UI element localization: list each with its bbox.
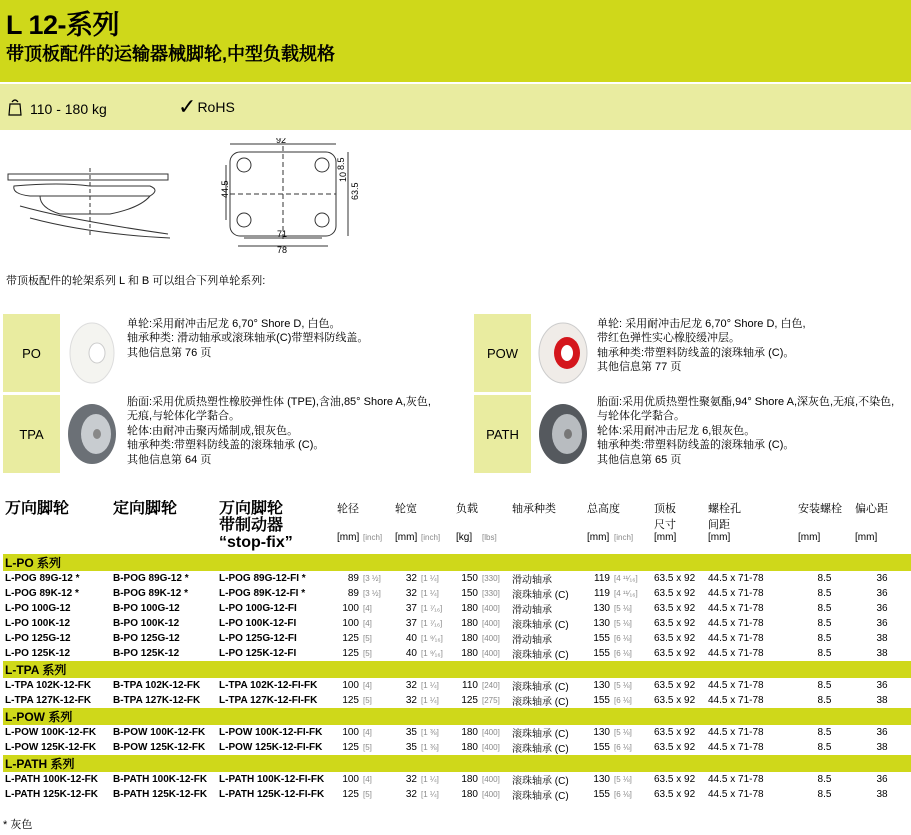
- table-cell: 63.5 x 92: [654, 774, 696, 785]
- table-cell: [1 ⁷⁄₁₆]: [421, 604, 443, 613]
- footnote: * 灰色: [3, 819, 33, 831]
- table-cell: [400]: [482, 728, 500, 737]
- series-label: L-PATH 系列: [3, 755, 911, 772]
- table-cell: 36: [876, 680, 888, 691]
- table-cell: 125: [342, 633, 359, 644]
- technical-drawing: [0, 138, 380, 258]
- wheel-code-tpa: TPA: [3, 395, 60, 473]
- table-cell: 44.5 x 71-78: [708, 588, 764, 599]
- wheel-code-pow: POW: [474, 314, 531, 392]
- table-cell: 38: [876, 695, 888, 706]
- desc-line: 胎面:采用优质热塑性聚氨酯,94° Shore A,深灰色,无痕,不染色,: [597, 396, 895, 408]
- desc-line: 轴承种类:带塑料防线盖的滚珠轴承 (C)。: [597, 346, 795, 359]
- intro-text: 带顶板配件的轮架系列 L 和 B 可以组合下列单轮系列:: [6, 275, 266, 287]
- table-cell: [4]: [363, 775, 372, 784]
- desc-line: 无痕,与轮体化学黏合。: [127, 410, 241, 423]
- table-cell: 89: [347, 588, 359, 599]
- table-cell: 36: [876, 774, 888, 785]
- product-code-cell: L-TPA 127K-12-FK: [5, 695, 92, 706]
- table-cell: [5]: [363, 743, 372, 752]
- header-height: 总高度: [587, 503, 620, 515]
- table-cell: 32: [405, 573, 417, 584]
- desc-line: 轮体:由耐冲击聚丙烯制成,银灰色。: [127, 424, 299, 437]
- unit-inch: [inch]: [614, 533, 634, 542]
- table-cell: [3 ½]: [363, 574, 381, 583]
- dim-outer: 78: [277, 245, 288, 255]
- table-cell: 150: [461, 588, 478, 599]
- table-cell: 8.5: [817, 573, 832, 584]
- wheel-image-po: [62, 314, 122, 392]
- table-cell: 32: [405, 588, 417, 599]
- table-cell: [1 ¼]: [421, 681, 439, 690]
- table-cell: 63.5 x 92: [654, 789, 696, 800]
- desc-line: 其他信息第 64 页: [127, 453, 212, 466]
- table-cell: 38: [876, 789, 888, 800]
- table-row: [3, 725, 911, 740]
- product-code-cell: B-PO 125G-12: [113, 633, 180, 644]
- table-cell: [400]: [482, 790, 500, 799]
- header-screw: 安装螺栓: [798, 503, 842, 515]
- product-code-cell: B-PATH 100K-12-FK: [113, 774, 208, 785]
- table-row: [3, 772, 911, 787]
- header-load: 负载: [456, 503, 478, 515]
- product-code-cell: L-POG 89G-12 *: [5, 573, 80, 584]
- table-cell: 44.5 x 71-78: [708, 648, 764, 659]
- desc-line: 单轮:采用耐冲击尼龙 6,70° Shore D, 白色。: [127, 318, 341, 330]
- table-cell: 63.5 x 92: [654, 618, 696, 629]
- product-code-cell: B-PO 100K-12: [113, 618, 180, 629]
- table-cell: 89: [347, 573, 359, 584]
- table-cell: 38: [876, 648, 888, 659]
- wheel-code-path: PATH: [474, 395, 531, 473]
- table-cell: [1 ⁹⁄₁₆]: [421, 649, 443, 658]
- table-cell: 180: [461, 618, 478, 629]
- table-cell: 125: [461, 695, 478, 706]
- table-cell: 8.5: [817, 603, 832, 614]
- desc-line: 与轮体化学黏合。: [597, 410, 685, 423]
- desc-line: 胎面:采用优质热塑性橡胶弹性体 (TPE),含油,85° Shore A,灰色,: [127, 396, 431, 408]
- product-code-cell: L-PO 100G-12-FI: [219, 603, 297, 614]
- table-cell: 滚珠轴承 (C): [512, 791, 569, 802]
- table-cell: [1 ¼]: [421, 589, 439, 598]
- table-cell: 8.5: [817, 695, 832, 706]
- table-cell: 38: [876, 633, 888, 644]
- unit-lbs: [lbs]: [482, 533, 497, 542]
- table-cell: 155: [593, 742, 610, 753]
- table-cell: 滚珠轴承 (C): [512, 697, 569, 708]
- product-code-cell: L-PO 125G-12-FI: [219, 633, 297, 644]
- table-cell: 125: [342, 648, 359, 659]
- table-cell: 32: [405, 695, 417, 706]
- header-brake-1: 万向脚轮: [219, 500, 284, 517]
- rohs-badge: [178, 96, 235, 118]
- table-cell: 44.5 x 71-78: [708, 618, 764, 629]
- table-cell: [4]: [363, 619, 372, 628]
- table-cell: 63.5 x 92: [654, 633, 696, 644]
- desc-line: 带红色弹性实心橡胶缓冲层。: [597, 332, 740, 345]
- product-code-cell: L-PO 125G-12: [5, 633, 71, 644]
- table-cell: [330]: [482, 574, 500, 583]
- spec-table: [3, 500, 911, 802]
- table-cell: 37: [405, 603, 417, 614]
- table-cell: 125: [342, 695, 359, 706]
- table-cell: [6 ⅛]: [614, 649, 632, 658]
- series-group-row: [3, 755, 911, 772]
- desc-line: 单轮: 采用耐冲击尼龙 6,70° Shore D, 白色,: [597, 318, 806, 330]
- table-cell: [5 ⅛]: [614, 775, 632, 784]
- table-cell: 63.5 x 92: [654, 695, 696, 706]
- table-cell: 180: [461, 774, 478, 785]
- table-cell: 35: [405, 727, 417, 738]
- wheel-image-tpa: [62, 395, 122, 473]
- wheel-desc-tpa: [127, 395, 431, 467]
- product-code-cell: L-PATH 100K-12-FI-FK: [219, 774, 325, 785]
- header-brake-3: “stop-fix”: [219, 534, 293, 551]
- table-cell: [3 ½]: [363, 589, 381, 598]
- table-cell: 63.5 x 92: [654, 727, 696, 738]
- table-cell: 180: [461, 742, 478, 753]
- table-cell: [5]: [363, 634, 372, 643]
- series-group-row: [3, 661, 911, 678]
- table-cell: 40: [405, 648, 417, 659]
- table-cell: [275]: [482, 696, 500, 705]
- header-fixed: 定向脚轮: [113, 500, 178, 517]
- table-cell: 滑动轴承: [512, 605, 552, 616]
- table-cell: [330]: [482, 589, 500, 598]
- table-cell: 8.5: [817, 789, 832, 800]
- product-code-cell: B-PATH 125K-12-FK: [113, 789, 208, 800]
- table-cell: 滚珠轴承 (C): [512, 729, 569, 740]
- wheel-image-path: [533, 395, 593, 473]
- table-cell: 8.5: [817, 633, 832, 644]
- table-cell: 155: [593, 789, 610, 800]
- table-cell: 8.5: [817, 774, 832, 785]
- table-cell: [5 ⅛]: [614, 619, 632, 628]
- dim-left: 44.5: [220, 180, 230, 198]
- table-cell: 63.5 x 92: [654, 588, 696, 599]
- table-cell: 180: [461, 727, 478, 738]
- desc-line: 轴承种类:带塑料防线盖的滚珠轴承 (C)。: [597, 439, 795, 452]
- product-code-cell: B-POG 89K-12 *: [113, 588, 189, 599]
- product-code-cell: B-POW 100K-12-FK: [113, 727, 206, 738]
- table-cell: [1 ⅜]: [421, 743, 439, 752]
- series-group-row: [3, 554, 911, 571]
- table-cell: [5]: [363, 649, 372, 658]
- page-title: L 12-系列: [6, 10, 120, 40]
- table-cell: 滚珠轴承 (C): [512, 776, 569, 787]
- table-cell: [5]: [363, 696, 372, 705]
- table-cell: [1 ¼]: [421, 696, 439, 705]
- header-dia: 轮径: [337, 503, 359, 515]
- product-code-cell: B-TPA 127K-12-FK: [113, 695, 201, 706]
- table-cell: 44.5 x 71-78: [708, 633, 764, 644]
- table-cell: [4]: [363, 604, 372, 613]
- load-range: 110 - 180 kg: [30, 100, 107, 117]
- table-row: [3, 693, 911, 708]
- desc-line: 其他信息第 76 页: [127, 346, 212, 359]
- table-cell: 100: [342, 727, 359, 738]
- product-code-cell: L-TPA 102K-12-FI-FK: [219, 680, 318, 691]
- table-cell: 125: [342, 789, 359, 800]
- product-code-cell: L-PATH 125K-12-FI-FK: [219, 789, 325, 800]
- table-cell: 119: [594, 573, 610, 584]
- table-row: [3, 678, 911, 693]
- desc-line: 轴承种类: 滑动轴承或滚珠轴承(C)带塑料防线盖。: [127, 332, 369, 345]
- series-label: L-PO 系列: [3, 554, 911, 571]
- table-cell: 130: [593, 727, 610, 738]
- table-row: [3, 787, 911, 802]
- product-code-cell: B-PO 125K-12: [113, 648, 180, 659]
- table-cell: 38: [876, 742, 888, 753]
- table-cell: 119: [594, 588, 610, 599]
- table-cell: 36: [876, 588, 888, 599]
- header-bearing: 轴承种类: [512, 503, 556, 515]
- table-cell: 36: [876, 573, 888, 584]
- product-code-cell: B-POG 89G-12 *: [113, 573, 189, 584]
- table-cell: 44.5 x 71-78: [708, 727, 764, 738]
- unit-inch: [inch]: [363, 533, 383, 542]
- table-cell: [400]: [482, 604, 500, 613]
- dim-inner: 71: [277, 229, 288, 239]
- header-bolt-1: 螺栓孔: [708, 503, 741, 515]
- product-code-cell: L-POW 125K-12-FI-FK: [219, 742, 323, 753]
- table-cell: 100: [342, 618, 359, 629]
- spec-band: [0, 84, 911, 130]
- product-code-cell: L-POG 89K-12-FI *: [219, 588, 306, 599]
- table-cell: 155: [593, 695, 610, 706]
- table-cell: 130: [593, 680, 610, 691]
- wheel-desc-po: [127, 317, 368, 360]
- table-cell: 180: [461, 648, 478, 659]
- header-plate-1: 顶板: [654, 503, 676, 515]
- table-cell: [5 ⅛]: [614, 604, 632, 613]
- table-cell: 130: [593, 603, 610, 614]
- unit-mm: [mm]: [654, 532, 677, 543]
- table-cell: 180: [461, 603, 478, 614]
- table-cell: 180: [461, 633, 478, 644]
- product-code-cell: L-PO 125K-12: [5, 648, 71, 659]
- desc-line: 其他信息第 65 页: [597, 453, 682, 466]
- table-cell: [1 ¼]: [421, 574, 439, 583]
- product-code-cell: B-TPA 102K-12-FK: [113, 680, 201, 691]
- table-cell: 44.5 x 71-78: [708, 680, 764, 691]
- table-cell: 130: [593, 618, 610, 629]
- table-cell: [5]: [363, 790, 372, 799]
- table-cell: 36: [876, 618, 888, 629]
- table-cell: 滚珠轴承 (C): [512, 650, 569, 661]
- dim-top: 92: [276, 138, 287, 145]
- table-row: [3, 571, 911, 586]
- table-cell: 8.5: [817, 680, 832, 691]
- table-cell: [400]: [482, 634, 500, 643]
- table-cell: 100: [342, 774, 359, 785]
- product-code-cell: L-PATH 125K-12-FK: [5, 789, 98, 800]
- table-cell: [6 ⅛]: [614, 790, 632, 799]
- table-cell: [240]: [482, 681, 500, 690]
- desc-line: 轮体:采用耐冲击尼龙 6,银灰色。: [597, 424, 756, 437]
- table-cell: [400]: [482, 775, 500, 784]
- unit-mm: [mm]: [798, 532, 821, 543]
- table-cell: 63.5 x 92: [654, 573, 696, 584]
- table-cell: 36: [876, 603, 888, 614]
- table-cell: 100: [342, 603, 359, 614]
- table-row: [3, 601, 911, 616]
- table-cell: 110: [462, 680, 478, 691]
- product-code-cell: L-TPA 102K-12-FK: [5, 680, 92, 691]
- table-cell: [4 ¹¹⁄₁₆]: [614, 574, 638, 583]
- unit-kg: [kg]: [456, 532, 473, 543]
- product-code-cell: B-POW 125K-12-FK: [113, 742, 206, 753]
- wheel-desc-path: [597, 395, 894, 467]
- page-subtitle: 带顶板配件的运输器械脚轮,中型负载规格: [6, 44, 335, 64]
- dim-hole-b: 10: [338, 171, 348, 182]
- header-width: 轮宽: [395, 503, 417, 515]
- table-cell: 32: [405, 789, 417, 800]
- table-cell: [6 ⅛]: [614, 743, 632, 752]
- dim-hole-a: 8.5: [336, 157, 346, 170]
- product-code-cell: L-POG 89K-12 *: [5, 588, 79, 599]
- table-cell: 63.5 x 92: [654, 742, 696, 753]
- table-cell: [1 ¼]: [421, 775, 439, 784]
- rohs-label: RoHS: [197, 99, 235, 115]
- table-cell: 63.5 x 92: [654, 603, 696, 614]
- product-code-cell: L-TPA 127K-12-FI-FK: [219, 695, 318, 706]
- table-cell: 滚珠轴承 (C): [512, 590, 569, 601]
- table-cell: [1 ⅜]: [421, 728, 439, 737]
- table-cell: 63.5 x 92: [654, 680, 696, 691]
- table-cell: 8.5: [817, 727, 832, 738]
- series-label: L-POW 系列: [3, 708, 911, 725]
- table-cell: 37: [405, 618, 417, 629]
- table-cell: [4]: [363, 728, 372, 737]
- table-cell: [1 ¼]: [421, 790, 439, 799]
- table-cell: [4]: [363, 681, 372, 690]
- table-row: [3, 616, 911, 631]
- table-cell: 125: [342, 742, 359, 753]
- unit-mm: [mm]: [708, 532, 731, 543]
- dim-right: 63.5: [350, 182, 360, 200]
- table-cell: 44.5 x 71-78: [708, 774, 764, 785]
- series-group-row: [3, 708, 911, 725]
- table-cell: 滚珠轴承 (C): [512, 620, 569, 631]
- product-code-cell: L-POW 100K-12-FK: [5, 727, 97, 738]
- table-cell: 100: [342, 680, 359, 691]
- product-code-cell: L-PO 100K-12: [5, 618, 71, 629]
- product-code-cell: L-PO 100K-12-FI: [219, 618, 297, 629]
- unit-mm: [mm]: [855, 532, 878, 543]
- table-cell: 130: [593, 774, 610, 785]
- table-cell: 44.5 x 71-78: [708, 742, 764, 753]
- wheel-image-pow: [533, 314, 593, 392]
- table-cell: 44.5 x 71-78: [708, 789, 764, 800]
- table-cell: 滑动轴承: [512, 575, 552, 586]
- table-cell: [5 ⅛]: [614, 681, 632, 690]
- table-cell: 滑动轴承: [512, 635, 552, 646]
- table-cell: 44.5 x 71-78: [708, 573, 764, 584]
- table-cell: 8.5: [817, 742, 832, 753]
- header-plate-2: 尺寸: [654, 519, 676, 531]
- unit-mm: [mm]: [395, 532, 418, 543]
- product-code-cell: B-PO 100G-12: [113, 603, 180, 614]
- desc-line: 轴承种类:带塑料防线盖的滚珠轴承 (C)。: [127, 439, 325, 452]
- load-badge: [8, 98, 107, 119]
- product-code-cell: L-POW 125K-12-FK: [5, 742, 97, 753]
- table-cell: 150: [461, 573, 478, 584]
- table-cell: [5 ⅛]: [614, 728, 632, 737]
- table-cell: 滚珠轴承 (C): [512, 682, 569, 693]
- series-label: L-TPA 系列: [3, 661, 911, 678]
- table-cell: 滚珠轴承 (C): [512, 744, 569, 755]
- table-cell: 63.5 x 92: [654, 648, 696, 659]
- table-row: [3, 646, 911, 661]
- table-cell: 32: [405, 680, 417, 691]
- table-cell: [6 ⅛]: [614, 696, 632, 705]
- product-code-cell: L-PATH 100K-12-FK: [5, 774, 98, 785]
- table-cell: 44.5 x 71-78: [708, 695, 764, 706]
- table-cell: 8.5: [817, 648, 832, 659]
- header-bolt-2: 间距: [708, 519, 730, 531]
- table-cell: 36: [876, 727, 888, 738]
- table-cell: 44.5 x 71-78: [708, 603, 764, 614]
- unit-mm: [mm]: [337, 532, 360, 543]
- table-cell: [1 ⁹⁄₁₆]: [421, 634, 443, 643]
- table-cell: [4 ¹¹⁄₁₆]: [614, 589, 638, 598]
- desc-line: 其他信息第 77 页: [597, 361, 682, 374]
- checkmark-icon: ✓: [178, 94, 197, 119]
- wheel-code-po: PO: [3, 314, 60, 392]
- table-row: [3, 740, 911, 755]
- header-offset: 偏心距: [855, 503, 888, 515]
- table-cell: 155: [593, 648, 610, 659]
- table-cell: 155: [593, 633, 610, 644]
- table-cell: 32: [405, 774, 417, 785]
- table-cell: [1 ⁷⁄₁₆]: [421, 619, 443, 628]
- table-cell: 180: [461, 789, 478, 800]
- wheel-desc-pow: [597, 317, 806, 375]
- table-row: [3, 631, 911, 646]
- product-code-cell: L-POG 89G-12-FI *: [219, 573, 306, 584]
- table-cell: 35: [405, 742, 417, 753]
- product-code-cell: L-PO 125K-12-FI: [219, 648, 297, 659]
- table-cell: 40: [405, 633, 417, 644]
- table-cell: [400]: [482, 649, 500, 658]
- table-cell: [400]: [482, 743, 500, 752]
- header-swivel: 万向脚轮: [5, 500, 70, 517]
- header-band: [0, 0, 911, 82]
- product-code-cell: L-PO 100G-12: [5, 603, 71, 614]
- table-row: [3, 586, 911, 601]
- weight-icon: [8, 98, 22, 119]
- table-cell: 8.5: [817, 618, 832, 629]
- unit-mm: [mm]: [587, 532, 610, 543]
- product-code-cell: L-POW 100K-12-FI-FK: [219, 727, 323, 738]
- table-cell: [6 ⅛]: [614, 634, 632, 643]
- table-cell: 8.5: [817, 588, 832, 599]
- unit-inch: [inch]: [421, 533, 441, 542]
- header-brake-2: 带制动器: [219, 517, 284, 534]
- table-cell: [400]: [482, 619, 500, 628]
